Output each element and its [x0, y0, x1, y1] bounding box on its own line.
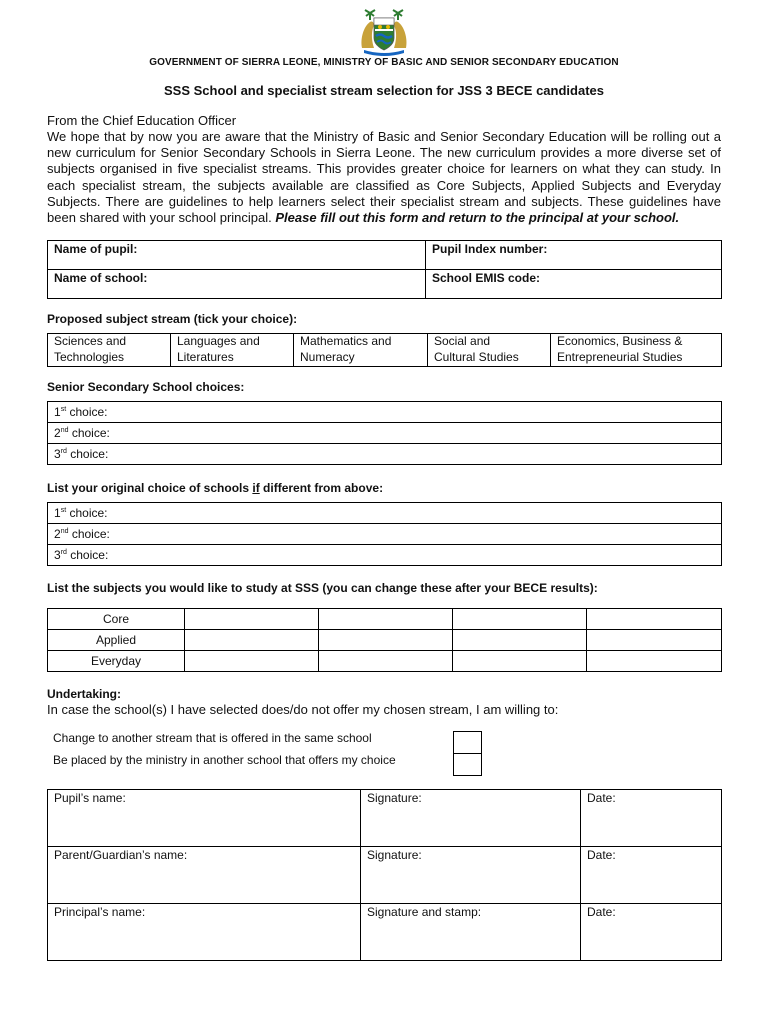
sss-choice-2-field[interactable]: 2nd choice:	[48, 423, 722, 444]
undertaking-text: In case the school(s) I have selected does/do not offer my chosen stream, I am willing to:	[47, 702, 559, 717]
subject-cell[interactable]	[453, 630, 587, 651]
original-choice-2-field[interactable]: 2nd choice:	[48, 524, 722, 545]
pupil-identity-table	[47, 240, 722, 299]
government-header: GOVERNMENT OF SIERRA LEONE, MINISTRY OF BASIC AND SENIOR SECONDARY EDUCATION	[149, 57, 619, 68]
principal-name-field[interactable]: Principal’s name:	[48, 904, 361, 961]
subject-cell[interactable]	[185, 630, 319, 651]
guardian-name-field[interactable]: Parent/Guardian’s name:	[48, 847, 361, 904]
principal-date-field[interactable]: Date:	[581, 904, 722, 961]
subject-cell[interactable]	[453, 609, 587, 630]
subject-cell[interactable]	[319, 630, 453, 651]
intro-instruction: Please fill out this form and return to the principal at your school.	[275, 210, 680, 226]
subject-cell[interactable]	[185, 609, 319, 630]
stream-option-mathematics[interactable]: Mathematics and Numeracy	[294, 334, 428, 367]
school-emis-field[interactable]: School EMIS code:	[426, 270, 722, 299]
subject-cell[interactable]	[453, 651, 587, 672]
sss-choice-1-field[interactable]: 1st choice:	[48, 402, 722, 423]
subjects-row-label-applied: Applied	[48, 630, 185, 651]
subjects-row-label-everyday: Everyday	[48, 651, 185, 672]
sierra-leone-coat-of-arms-icon	[358, 8, 410, 56]
original-choice-3-field[interactable]: 3rd choice:	[48, 545, 722, 566]
stream-option-economics[interactable]: Economics, Business & Entrepreneurial Studies	[551, 334, 722, 367]
original-choices-table	[47, 502, 722, 566]
sss-choice-3-field[interactable]: 3rd choice:	[48, 444, 722, 465]
stream-option-languages[interactable]: Languages and Literatures	[171, 334, 294, 367]
pupil-signature-field[interactable]: Signature:	[361, 790, 581, 847]
intro-paragraph	[47, 129, 721, 226]
undertaking-option-2: Be placed by the ministry in another school that offers my choice	[53, 753, 396, 767]
undertaking-option-2-checkbox[interactable]	[453, 753, 482, 776]
intro-body: We hope that by now you are aware that the Ministry of Basic and Senior Secondary Education will be rolling out a new curriculum for Senior Secondary Schools in Sierra Leone. The new curriculum provides a more diverse set of subjects organised in five specialist streams. This provides greater choice for learners on what they can study. In each specialist stream, the subjects available are classified as Core Subjects, Applied Subjects and Everyday Subjects. There are guidelines to help learners select their specialist stream and subjects. These guidelines have been shared with your school principal.	[47, 129, 721, 226]
pupil-name-field[interactable]: Pupil’s name:	[48, 790, 361, 847]
sss-choices-heading: Senior Secondary School choices:	[47, 380, 245, 394]
subjects-heading: List the subjects you would like to study at SSS (you can change these after your BECE results):	[47, 581, 598, 595]
name-of-school-field[interactable]: Name of school:	[48, 270, 426, 299]
signatures-table	[47, 789, 722, 961]
from-line: From the Chief Education Officer	[47, 113, 237, 128]
guardian-date-field[interactable]: Date:	[581, 847, 722, 904]
sss-choices-table	[47, 401, 722, 465]
pupil-index-field[interactable]: Pupil Index number:	[426, 241, 722, 270]
original-choices-heading: List your original choice of schools if different from above:	[47, 481, 384, 495]
name-of-pupil-field[interactable]: Name of pupil:	[48, 241, 426, 270]
subjects-row-label-core: Core	[48, 609, 185, 630]
subject-cell[interactable]	[185, 651, 319, 672]
subject-cell[interactable]	[319, 651, 453, 672]
guardian-signature-field[interactable]: Signature:	[361, 847, 581, 904]
pupil-date-field[interactable]: Date:	[581, 790, 722, 847]
original-choice-1-field[interactable]: 1st choice:	[48, 503, 722, 524]
subject-cell[interactable]	[319, 609, 453, 630]
subject-cell[interactable]	[587, 630, 722, 651]
subject-cell[interactable]	[587, 651, 722, 672]
stream-option-sciences[interactable]: Sciences and Technologies	[48, 334, 171, 367]
undertaking-option-1-checkbox[interactable]	[453, 731, 482, 754]
undertaking-option-1: Change to another stream that is offered in the same school	[53, 731, 372, 745]
subject-cell[interactable]	[587, 609, 722, 630]
form-title: SSS School and specialist stream selection for JSS 3 BECE candidates	[164, 83, 604, 98]
subjects-table	[47, 608, 722, 672]
stream-heading: Proposed subject stream (tick your choice):	[47, 312, 298, 326]
principal-signature-field[interactable]: Signature and stamp:	[361, 904, 581, 961]
undertaking-title: Undertaking:	[47, 687, 122, 701]
stream-options-table	[47, 333, 722, 367]
stream-option-social[interactable]: Social and Cultural Studies	[428, 334, 551, 367]
